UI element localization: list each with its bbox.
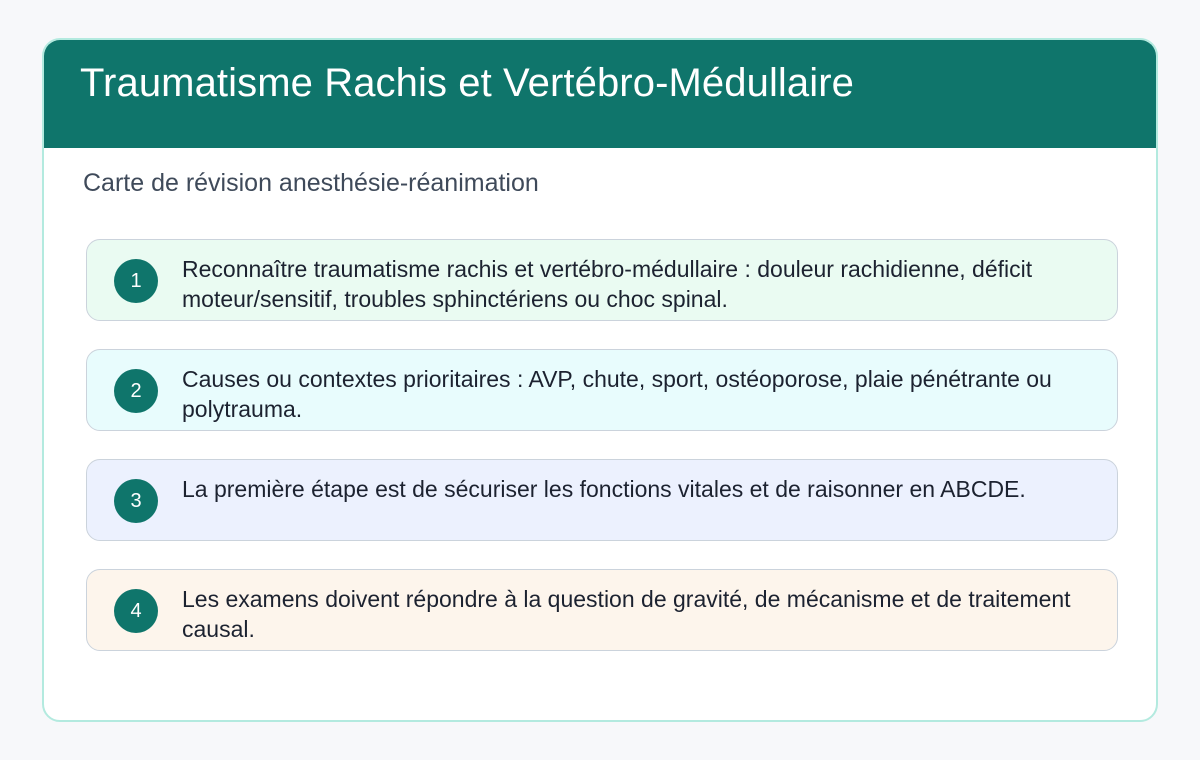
item-text: Causes ou contextes prioritaires : AVP, chute, sport, ostéoporose, plaie pénétrante ou polytrauma. [182, 366, 1052, 422]
revision-card [42, 38, 1158, 722]
list-item [86, 569, 1118, 651]
item-number-badge: 3 [114, 479, 158, 523]
item-text: Les examens doivent répondre à la question de gravité, de mécanisme et de traitement causal. [182, 586, 1071, 642]
key-points-list [86, 239, 1118, 679]
card-subtitle: Carte de révision anesthésie-réanimation [83, 169, 539, 197]
item-number-badge: 1 [114, 259, 158, 303]
item-text: Reconnaître traumatisme rachis et vertébro-médullaire : douleur rachidienne, déficit moteur/sensitif, troubles sphinctériens ou choc spinal. [182, 256, 1033, 312]
list-item [86, 459, 1118, 541]
page-title: Traumatisme Rachis et Vertébro-Médullaire [80, 61, 855, 105]
list-item [86, 349, 1118, 431]
list-item [86, 239, 1118, 321]
card-header [44, 40, 1156, 148]
item-number-badge: 4 [114, 589, 158, 633]
item-number-badge: 2 [114, 369, 158, 413]
item-text: La première étape est de sécuriser les fonctions vitales et de raisonner en ABCDE. [182, 476, 1026, 502]
